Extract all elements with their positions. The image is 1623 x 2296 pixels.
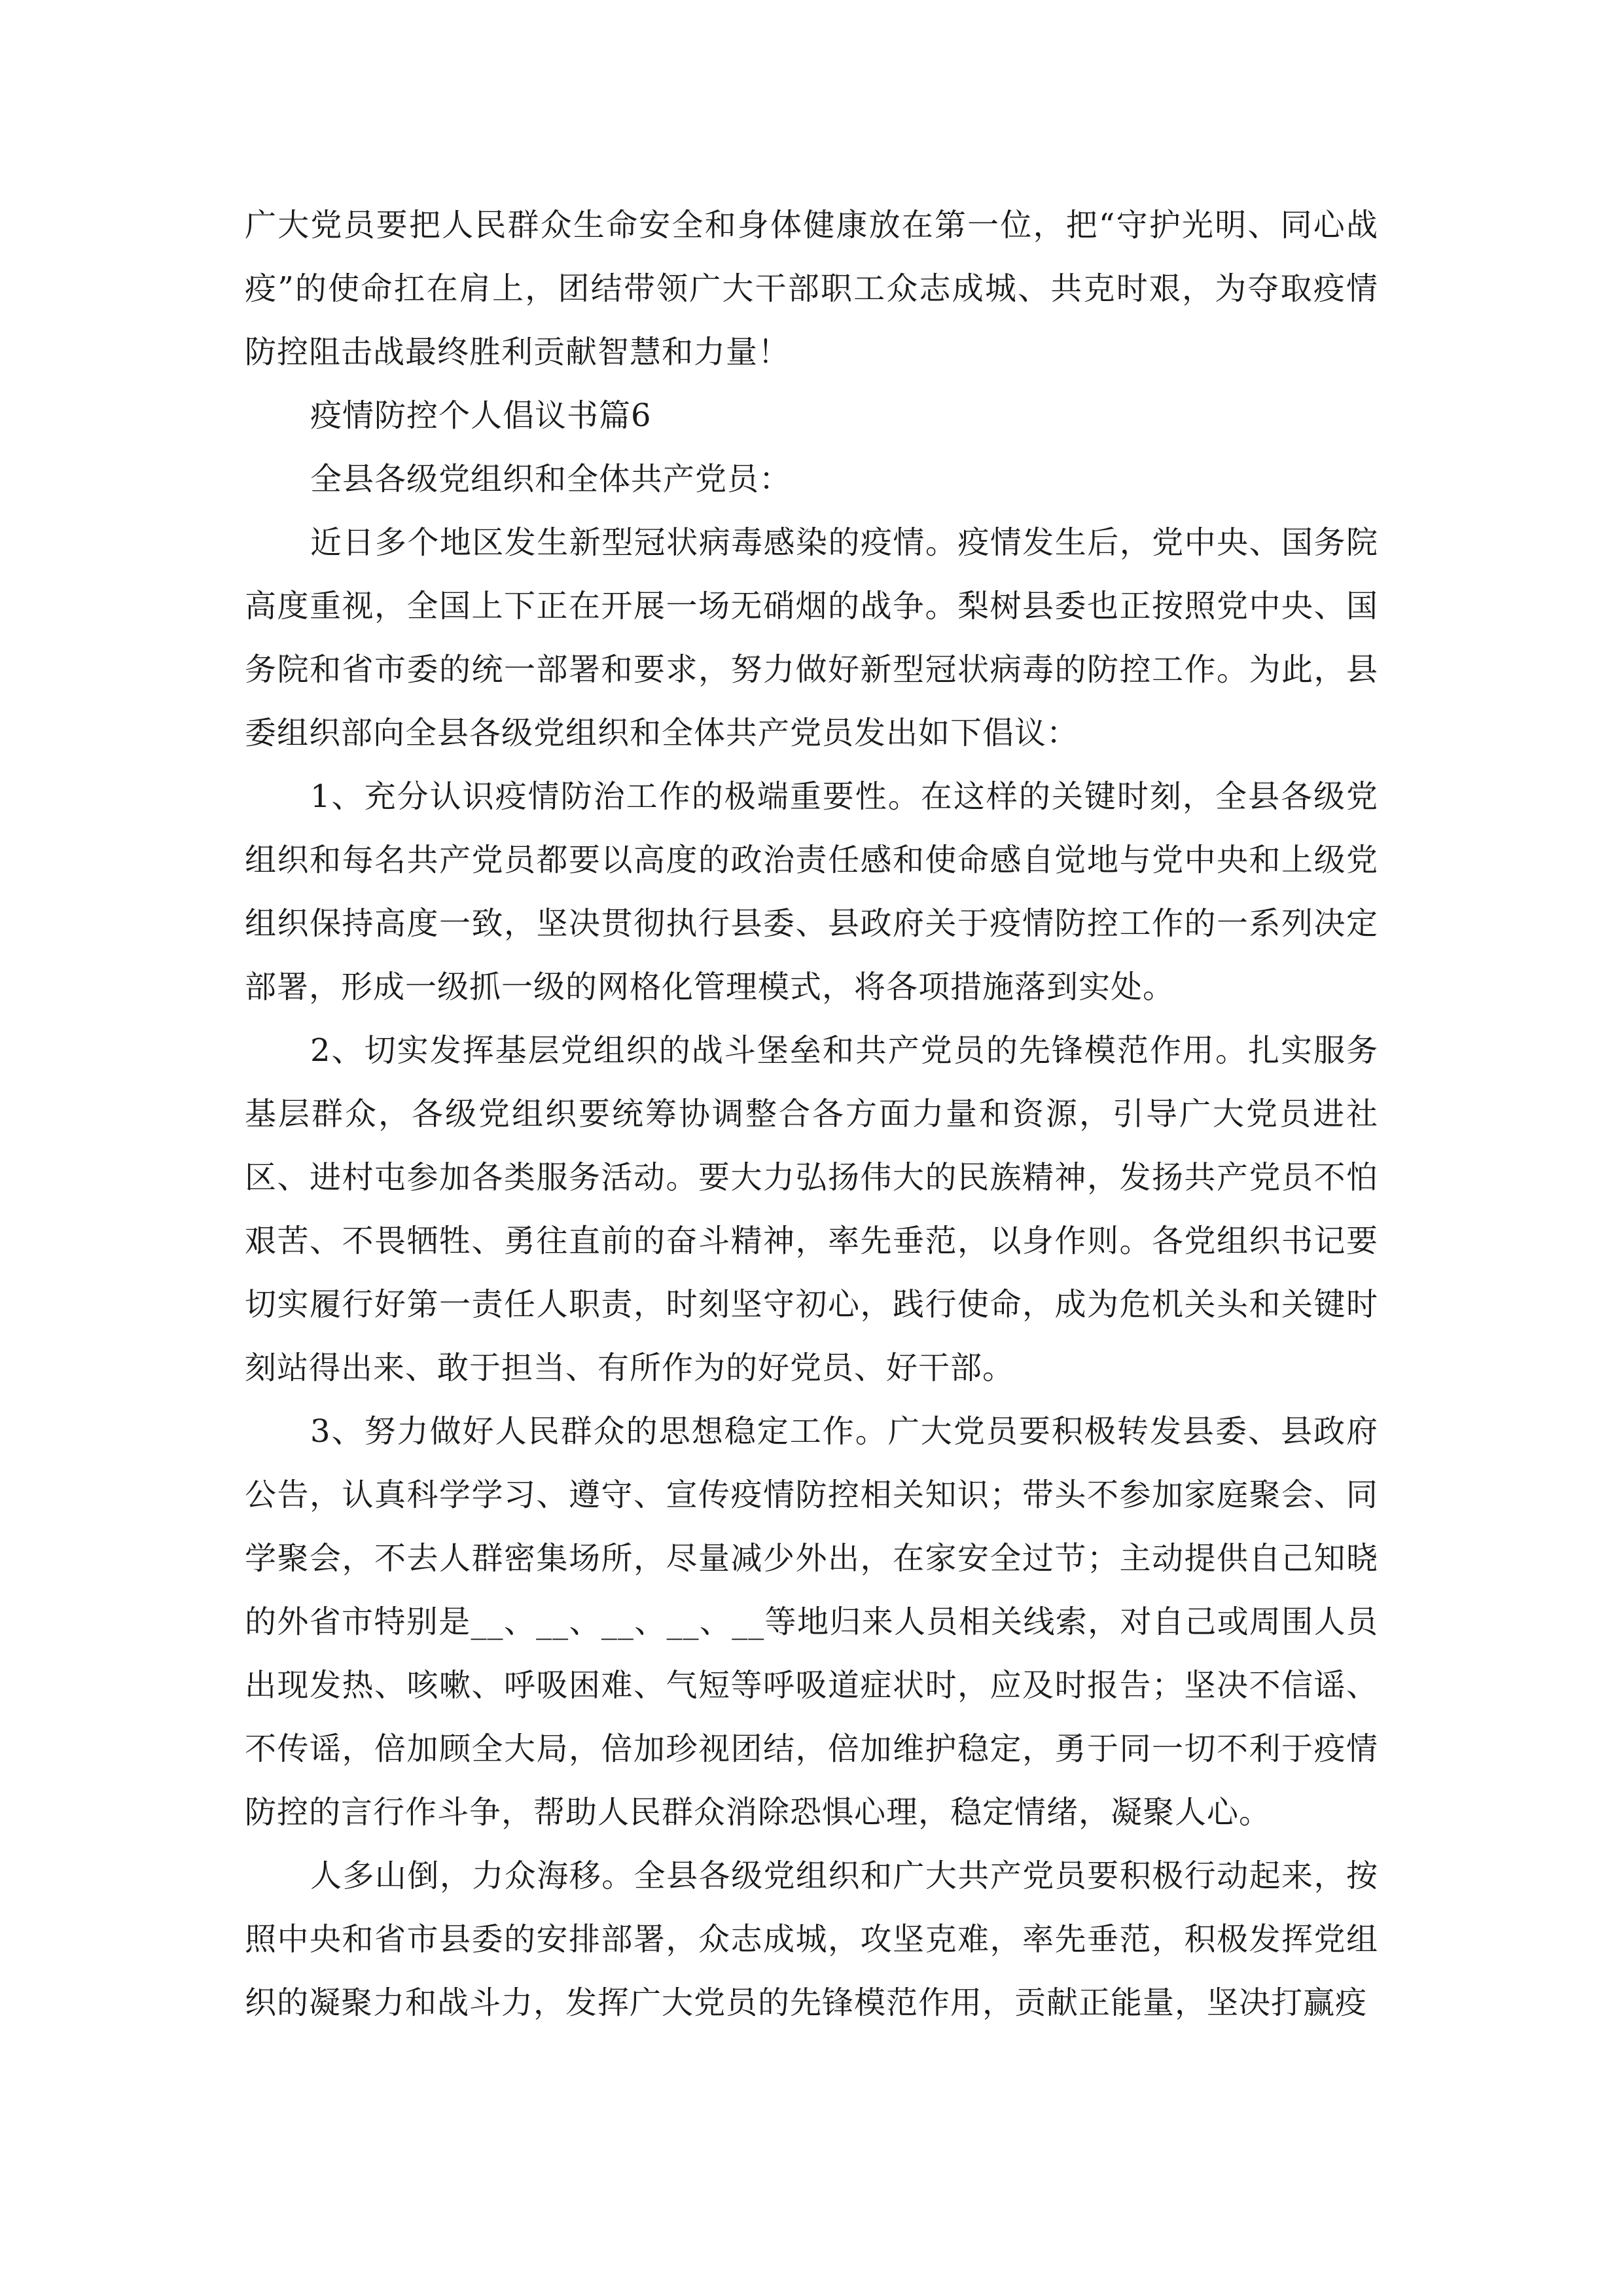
paragraph-item-2: 2、切实发挥基层党组织的战斗堡垒和共产党员的先锋模范作用。扎实服务基层群众，各级党组织要统筹协调整合各方面力量和资源，引导广大党员进社区、进村屯参加各类服务活动。要大力弘扬伟大的民族精神，发扬共产党员不怕艰苦、不畏牺牲、勇往直前的奋斗精神，率先垂范，以身作则。各党组织书记要切实履行好第一责任人职责，时刻坚守初心，践行使命，成为危机关头和关键时刻站得出来、敢于担当、有所作为的好党员、好干部。 xyxy=(245,1032,1378,1386)
paragraph-item-3: 3、努力做好人民群众的思想稳定工作。广大党员要积极转发县委、县政府公告，认真科学学习、遵守、宣传疫情防控相关知识；带头不参加家庭聚会、同学聚会，不去人群密集场所，尽量减少外出，在家安全过节；主动提供自己知晓的外省市特别是__、__、__、__、__等地归来人员相关线索，对自己或周围人员出现发热、咳嗽、呼吸困难、气短等呼吸道症状时，应及时报告；坚决不信谣、不传谣，倍加顾全大局，倍加珍视团结，倍加维护稳定，勇于同一切不利于疫情防控的言行作斗争，帮助人民群众消除恐惧心理，稳定情绪，凝聚人心。 xyxy=(245,1413,1378,1831)
paragraph-intro: 近日多个地区发生新型冠状病毒感染的疫情。疫情发生后，党中央、国务院高度重视，全国上下正在开展一场无硝烟的战争。梨树县委也正按照党中央、国务院和省市委的统一部署和要求，努力做好新型冠状病毒的防控工作。为此，县委组织部向全县各级党组织和全体共产党员发出如下倡议： xyxy=(245,524,1378,751)
salutation: 全县各级党组织和全体共产党员： xyxy=(310,461,792,497)
paragraph-item-1: 1、充分认识疫情防治工作的极端重要性。在这样的关键时刻，全县各级党组织和每名共产党员都要以高度的政治责任感和使命感自觉地与党中央和上级党组织保持高度一致，坚决贯彻执行县委、县政府关于疫情防控工作的一系列决定部署，形成一级抓一级的网格化管理模式，将各项措施落到实处。 xyxy=(245,778,1378,1005)
paragraph-closing: 人多山倒，力众海移。全县各级党组织和广大共产党员要积极行动起来，按照中央和省市县委的安排部署，众志成城，攻坚克难，率先垂范，积极发挥党组织的凝聚力和战斗力，发挥广大党员的先锋模范作用，贡献正能量，坚决打赢疫 xyxy=(245,1857,1378,2021)
section-heading: 疫情防控个人倡议书篇6 xyxy=(310,397,652,434)
paragraph-continuation: 广大党员要把人民群众生命安全和身体健康放在第一位，把“守护光明、同心战疫”的使命扛在肩上，团结带领广大干部职工众志成城、共克时艰，为夺取疫情防控阻击战最终胜利贡献智慧和力量！ xyxy=(245,207,1378,370)
